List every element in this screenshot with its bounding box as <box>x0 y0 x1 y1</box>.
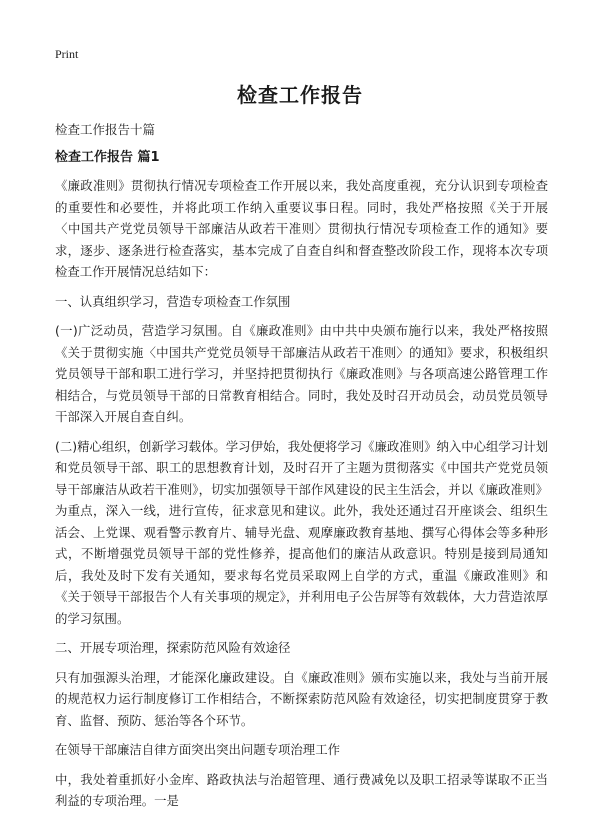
print-link[interactable]: Print <box>55 47 79 61</box>
page-title: 检查工作报告 <box>237 83 363 107</box>
paragraph-special-treatment: 中，我处着重抓好小金库、路政执法与治超管理、通行费减免以及职工招录等谋取不正当利益的专项治理。一是 <box>55 771 548 808</box>
paragraph-mobilization: (一)广泛动员，营造学习氛围。自《廉政准则》由中共中央颁布施行以来，我处严格按照《关于贯彻实施〈中国共产党党员领导干部廉洁从政若干准则〉的通知》要求，积极组织党员领导干部和职工进行学习，并坚持把贯彻执行《廉政准则》与各项高速公路管理工作相结合，与党员领导干部的日常教育相结合。同时，我处及时召开动员会，动员党员领导干部深入开展自查自纠。 <box>55 323 548 424</box>
document-body <box>55 121 548 820</box>
paragraph-organization: (二)精心组织，创新学习载体。学习伊始，我处便将学习《廉政准则》纳入中心组学习计划和党员领导干部、职工的思想教育计划，及时召开了主题为贯彻落实《中国共产党党员领导干部廉洁从政若干准则》，切实加强领导干部作风建设的民主生活会，并以《廉政准则》为重点，深入一线，进行宣传，征求意见和建议。此外，我处还通过召开座谈会、组织生活会、上党课、观看警示教育片、辅导光盘、观摩廉政教育基地、撰写心得体会等多种形式，不断增强党员领导干部的党性修养，提高他们的廉洁从政意识。特别是接到局通知后，我处及时下发有关通知，要求每名党员采取网上自学的方式，重温《廉政准则》和《关于领导干部报告个人有关事项的规定》，并利用电子公告屏等有效载体，大力营造浓厚的学习氛围。 <box>55 438 548 626</box>
paragraph-heading-one: 一、认真组织学习，营造专项检查工作氛围 <box>55 293 291 309</box>
document-subtitle: 检查工作报告十篇 <box>55 122 156 137</box>
paragraph-heading-two: 二、开展专项治理，探索防范风险有效途径 <box>55 640 291 655</box>
paragraph-self-discipline: 在领导干部廉洁自律方面突出突出问题专项治理工作 <box>55 742 340 757</box>
paragraph-intro: 《廉政准则》贯彻执行情况专项检查工作开展以来，我处高度重视，充分认识到专项检查的重要性和必要性，并将此项工作纳入重要议事日程。同时，我处严格按照《关于开展〈中国共产党党员领导干部廉洁从政若干准则〉贯彻执行情况专项检查工作的通知》要求，逐步、逐条进行检查落实，基本完成了自查自纠和督查整改阶段工作，现将本次专项检查工作开展情况总结如下： <box>55 178 548 279</box>
section-heading: 检查工作报告 篇1 <box>55 150 160 165</box>
paragraph-governance: 只有加强源头治理，才能深化廉政建设。自《廉政准则》颁布实施以来，我处与当前开展的规范权力运行制度修订工作相结合，不断探索防范风险有效途径，切实把制度贯穿于教育、监督、预防、惩治等各个环节。 <box>55 669 548 728</box>
